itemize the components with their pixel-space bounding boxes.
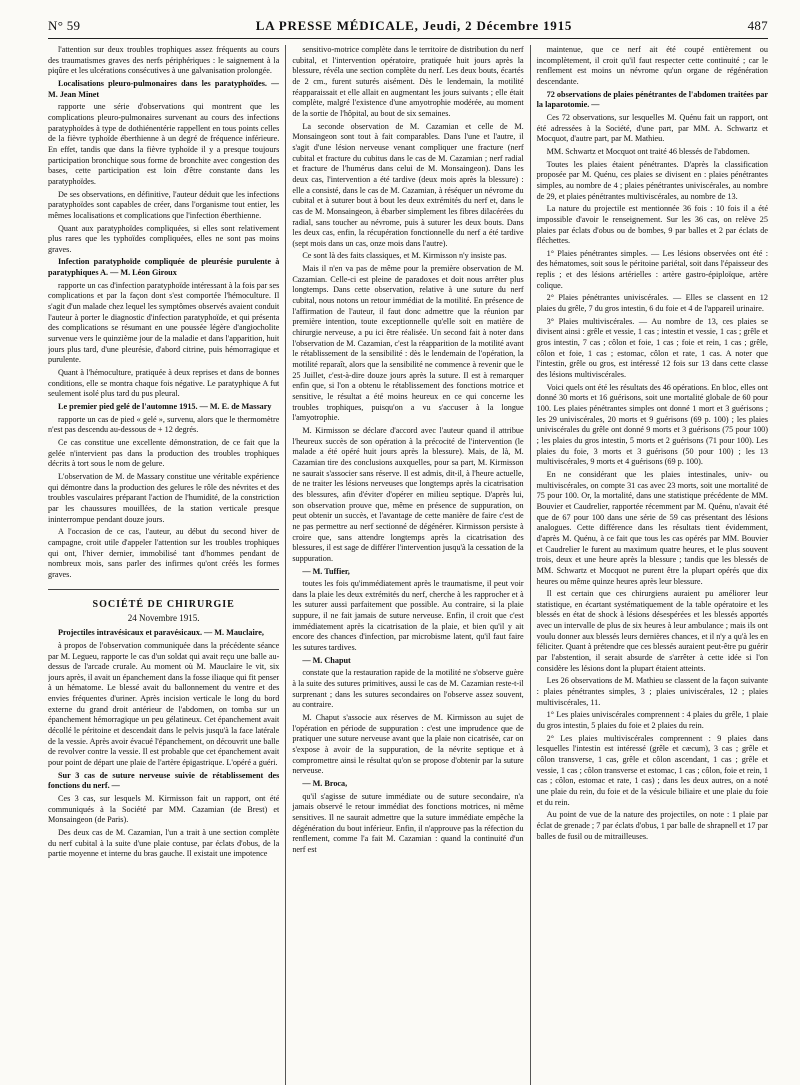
article-heading: Sur 3 cas de suture nerveuse suivie de rétablissement des fonctions du nerf. — [48, 770, 280, 791]
paragraph: rapporte une série d'observations qui montrent que les complications pleuro-pulmonaires survenant au cours des infections paratyphoïdes à type de dothiénentérie rappellent en tous points celles de la fièvre typhoïde éberthienne à un degré de fréquence inférieure. En effet, tandis que dans la fièvre typhoïde il y a presque toujours participation bronchique sous forme de bronchite avec congestion des bases, cette participation est loin d'être constante dans les paratyphoïdes. [48, 102, 280, 186]
paragraph: MM. Schwartz et Mocquot ont traité 46 blessés de l'abdomen. [546, 146, 750, 156]
article-heading: Infection paratyphoïde compliquée de pleurésie purulente à paratyphiques A. — M. Léon Giroux [48, 257, 280, 278]
paragraph: Voici quels ont été les résultats des 46 opérations. En bloc, elles ont donné 30 morts et 16 guérisons, soit une mortalité globale de 60 pour 100. Les plaies pénétrantes simples ont donné 1 mort et 3 guérisons ; les 29 univiscérales, 20 morts et 9 guérisons (69 p. 100) ; les plaies univiscérales du grêle ont donné 9 morts et 3 guérisons (75 pour 100) ; les plaies du gros intestin, 5 morts et 2 guérisons (71 pour 100). Les plaies du foie, 3 morts et 3 guérisons (50 pour 100) ; les 13 multiviscérales, 9 morts et 4 guérisons (69 p. 100). [536, 382, 768, 467]
paragraph: Il est certain que ces chirurgiens auraient pu améliorer leur statistique, en écartant systématiquement de la table opératoire et les blessés en état de shock à lésions désespérées et les blessés apportés avec un intervalle de plus de six heures à leur ambulance ; mais ils ont voulu donner aux blessés leurs dernières chances, et il n'y a qu'à les en féliciter. Quant à prétendre que ces blessés auraient peut-être pu guérir par l'abstention, il serait absurde de s'arrêter à cette idée si l'on considère les lésions dont la plupart étaient atteints. [536, 589, 768, 673]
column-1 [48, 45, 279, 1085]
paragraph: 2° Les plaies multiviscérales comprennent : 9 plaies dans lesquelles l'intestin est intéressé (grêle et cæcum), 3 cas ; grêle et côlon transverse, 1 cas, grêle et côlon ascendant, 1 cas ; grêle et vessie, 1 cas ; côlon transverse et estomac, 1 cas ; côlon, foie et rein, 1 cas ; côlon, estomac et rate, 1 cas) ; dans les deux autres, on a noté une plaie du rein, du foie et de la vésicule biliaire et une plaie du foie et du rein. [536, 733, 768, 807]
paragraph: Quant aux paratyphoïdes compliquées, si elles sont relativement plus rares que les typhoïdes compliquées, elles ne sont pas moins graves. [48, 223, 280, 254]
speaker-heading: — M. Chaput [302, 655, 351, 665]
paragraph: l'attention sur deux troubles trophiques assez fréquents au cours des traumatismes graves des nerfs périphériques : le saignement à la piqûre et les ulcérations consécutives à une galvanisation prolongée. [48, 45, 280, 76]
paragraph: Mais il n'en va pas de même pour la première observation de M. Cazamian. Celle-ci est pleine de paradoxes et doit nous arrêter plus longtemps. Dans cette observation, relative à une suture du nerf cubital, nous notons un retour immédiat de la motilité. En présence de l'affirmation de l'auteur, il faut donc admettre que la réunion par première intention, toute exceptionnelle qu'elle soit en matière de chirurgie nerveuse, a pu ici être réalisée. Un second fait à noter dans l'observation de M. Cazamian, c'est la réapparition de la motilité avant le rétablissement de la sensibilité : dès le lendemain de l'opération, la motilité reparaît, alors que la sensibilité ne commence à revenir que le 25 Juillet, c'est-à-dire douze jours après la suture. Il est à remarquer enfin que, si l'on a obtenu le rétablissement des fonctions motrice et sensitive, le résultat a été moins heureux en ce qui concerne les troubles trophiques, puisqu'on a vu s'accuser à la longue l'amyotrophie. [292, 264, 524, 423]
article-heading: Le premier pied gelé de l'automne 1915. — M. E. de Massary [58, 402, 272, 411]
paragraph: à propos de l'observation communiquée dans la précédente séance par M. Legueu, rapporte le cas d'un soldat qui avait reçu une balle au-dessus de l'arcade crurale. Au moment où M. Mauclaire le vit, six jours après, il avait un épanchement dans la fosse iliaque qui fit penser à un hématome. Le blessé avait du ballonnement du ventre et des envies fréquentes d'uriner. Après incision verticale le long du bord externe du grand droit antérieur de l'abdomen, on tomba sur un épanchement hémorragique un peu gélatineux. Cet épanchement avait décollé le péritoine et descendait dans le pelvis jusqu'à la face latérale de la vessie. Après avoir évacué l'épanchement, on découvrit une balle de revolver contre la vessie. Il est probable que cet épanchement avait pour point de départ une plaie de l'artère épigastrique. L'opéré a guéri. [48, 640, 280, 768]
paragraph: constate que la restauration rapide de la motilité ne s'observe guère à la suite des sutures primitives, aussi le cas de M. Cazamian reste-t-il surprenant ; dans les sutures secondaires on l'observe assez souvent, au contraire. [292, 668, 524, 710]
paragraph: L'observation de M. de Massary constitue une véritable expérience qui démontre dans la production des gelures le rôle des névrites et des troubles vasculaires préparant l'action de l'humidité, de la constriction par les chaussures mouillées, de la station verticale presque ininterrompue pendant douze jours. [48, 471, 280, 524]
section-title: SOCIÉTÉ DE CHIRURGIE [48, 589, 279, 611]
paragraph: M. Kirmisson se déclare d'accord avec l'auteur quand il attribue l'heureux succès de son opération à la précocité de l'intervention (le malade a été opéré huit jours après la blessure). Mais, de là, M. Cazamian tire des conclusions auxquelles, pour sa part, M. Kirmisson ne saurait s'associer sans réserve. Il est admis, dit-il, à l'heure actuelle, de ne traiter les lésions nerveuses que longtemps après la cicatrisation des blessures, afin d'éviter d'opérer en milieu septique. D'après lui, son observation prouve que, même en présence de suppuration, on peut obtenir un succès, et l'avantage de cette manière de faire c'est de ne pas permettre au nerf sectionné de dégénérer. Kirmisson persiste à croire que, sans attendre longtemps après la cicatrisation des blessures, il est sage de différer l'intervention jusqu'à la cessation de la suppuration. [292, 425, 524, 563]
paragraph: maintenue, que ce nerf ait été coupé entièrement ou incomplètement, il croit qu'il faut respecter cette continuité ; car le renflement est moins un névrome qu'un organe de régénération descendante. [536, 45, 768, 86]
paragraph: A l'occasion de ce cas, l'auteur, au début du second hiver de campagne, croit utile d'appeler l'attention sur les troubles trophiques qui ont, l'hiver dernier, immobilisé tant d'hommes pendant de nombreux mois, sans parler des infirmes qu'ont créés les formes graves. [48, 527, 280, 579]
paragraph: sensitivo-motrice complète dans le territoire de distribution du nerf cubital, et l'intervention opératoire, pratiquée huit jours après la blessure, révéla une section complète du nerf. Les deux bouts, écartés de 2 cm., furent suturés aisément. Dès le lendemain, la motilité réapparaissait et elle allait en augmentant les jours suivants ; elle était complète, malgré l'existence d'une amyotrophie modérée, au moment de la sortie de l'hôpital, au bout de six semaines. [292, 45, 524, 118]
paragraph: Toutes les plaies étaient pénétrantes. D'après la classification proposée par M. Quénu, ces plaies se divisent en : plaies pénétrantes simples, au nombre de 4 ; plaies pénétrantes univiscérales, au nombre de 29, et plaies pénétrantes multiviscérales, au nombre de 13. [536, 159, 768, 201]
paragraph: Quant à l'hémoculture, pratiquée à deux reprises et dans de bonnes conditions, elle se montra chaque fois négative. Le paratyphique A fut seulement isolé plus tard du pus pleural. [48, 368, 280, 399]
issue-number: N° 59 [48, 18, 81, 33]
paragraph: qu'il s'agisse de suture immédiate ou de suture secondaire, n'a jamais observé le retour immédiat des fonctions motrices, ni même sensitives. Il ne saurait admettre que la suture immédiate empêche la dégénération du bout inférieur. Enfin, il n'approuve pas la réfection du renflement, comme l'a fait M. Cazamian : quand la continuité d'un nerf est [292, 791, 524, 854]
column-2 [285, 45, 523, 1085]
paragraph: La nature du projectile est mentionnée 36 fois : 10 fois il a été impossible d'avoir le renseignement. Sur les 36 cas, on relève 25 plaies par éclats d'obus ou de bombes, 9 par balles et 2 par éclats de fléchettes. [536, 204, 768, 246]
paragraph: Les 26 observations de M. Mathieu se classent de la façon suivante : plaies pénétrantes simples, 3 ; plaies univiscérales, 12 ; plaies multiviscérales, 11. [536, 676, 768, 707]
paragraph: Ces 72 observations, sur lesquelles M. Quénu fait un rapport, ont été adressées à la Société, d'une part, par MM. A. Schwartz et Mocquot, d'autre part, par M. Mathieu. [536, 112, 768, 144]
column-3 [530, 45, 768, 1085]
page-header [48, 18, 768, 39]
paragraph: Ce sont là des faits classiques, et M. Kirmisson n'y insiste pas. [302, 251, 507, 261]
paragraph: En ne considérant que les plaies intestinales, univ- ou multiviscérales, on compte 31 cas avec 23 morts, soit une mortalité de 75 pour 100. Or, la mortalité, dans une statistique précédente de MM. Bouvier et Caudrelier, rapportée récemment par M. Quénu, n'avait été que de 67 pour 100 dans une série de 59 cas présentant des lésions analogues. Cette différence dans les résultats tient évidemment, d'après M. Quénu, à ce fait que tous les cas opérés par MM. Bouvier et Caudrelier le furent au maximum quatre heures, et le plus souvent trois, deux et une heure après la blessure ; tandis que les blessés de MM. Schwartz et Mocquot ne purent être la plupart opérés que dix heures ou même quinze heures après leur blessure. [536, 469, 768, 586]
article-heading: 72 observations de plaies pénétrantes de l'abdomen traitées par la laparotomie. — [536, 89, 768, 110]
masthead-title: LA PRESSE MÉDICALE, Jeudi, 2 Décembre 1915 [255, 18, 573, 33]
paragraph: Ces 3 cas, sur lesquels M. Kirmisson fait un rapport, ont été communiqués à la Société par MM. Cazamian (de Brest) et Monsaingeon (de Paris). [48, 794, 280, 825]
article-heading: Localisations pleuro-pulmonaires dans les paratyphoïdes. — M. Jean Minet [48, 78, 280, 99]
article-heading: Projectiles intravésicaux et paravésicaux. — M. Mauclaire, [58, 628, 264, 638]
paragraph: rapporte un cas de pied « gelé », survenu, alors que le thermomètre n'est pas descendu au-dessous de + 12 degrés. [48, 414, 280, 435]
paragraph: Ce cas constitue une excellente démonstration, de ce fait que la gelée n'intervient pas dans la production des troubles trophiques décrits à tort sous le nom de gelure. [48, 437, 280, 469]
paragraph: 2° Plaies pénétrantes univiscérales. — Elles se classent en 12 plaies du grêle, 7 du gros intestin, 6 du foie et 4 de l'appareil urinaire. [536, 293, 768, 314]
speaker-heading: — M. Tuffier, [302, 566, 350, 576]
paragraph: Au point de vue de la nature des projectiles, on note : 1 plaie par éclat de grenade ; 7 par éclats d'obus, 1 par balle de shrapnell et 17 par balles de fusil ou de mitrailleuses. [536, 810, 768, 841]
paragraph: rapporte un cas d'infection paratyphoïde intéressant à la fois par ses complications et par la façon dont s'est comportée l'hémoculture. Il s'agit d'un malade chez lequel les symptômes observés avaient conduit l'auteur à porter le diagnostic d'infection paratyphoïde, et qui présenta des complications se résumant en une poussée légère d'angiocholite survenue vers le quinzième jour de la maladie et dans l'apparition, huit jours plus tard, d'une pleurésie, d'abord citrine, puis hémorragique et purulente. [48, 280, 280, 365]
paragraph: La seconde observation de M. Cazamian et celle de M. Monsaingeon sont tout à fait comparables. Dans l'une et l'autre, il s'agit d'une lésion nerveuse venant compliquer une fracture (nerf cubital et fracture du cubitus dans le cas de M. Cazamian ; nerf radial et fracture de l'humérus dans celui de M. Monsaingeon). Dans les deux cas, l'intervention a été tardive (deux mois après la blessure) : elle a consisté, dans le cas de M. Cazamian, à réséquer un névrome du cubital et à suturer bout à bout les deux extrémités du nerf et, dans le cas de M. Monsaingeon, à ébarber simplement les fibres dilacérées du radial, sans toucher au névrome, puis à suturer les deux bouts. Dans les deux cas, enfin, la récupération fonctionnelle du nerf a été tardive (sept mois dans un cas, onze mois dans l'autre). [292, 121, 524, 248]
speaker-heading: — M. Broca, [302, 778, 348, 788]
paragraph: toutes les fois qu'immédiatement après le traumatisme, il peut voir dans la plaie les deux extrémités du nerf, cherche à les rapprocher et à les suturer aussi parfaitement que possible. Au contraire, si la plaie suppure, il ne fait jamais de suture nerveuse. Enfin, il croit que c'est immédiatement après la cicatrisation de la plaie, et bien qu'il y ait encore des chances d'infection, par microbisme latent, qu'il faut faire les sutures tardives. [292, 579, 524, 653]
paragraph: 1° Plaies pénétrantes simples. — Les lésions observées ont été : des hématomes, soit sous le péritoine pariétal, soit dans l'épaisseur des replis ; et des lésions artérielles : artère gastro-épiploïque, artère colique. [536, 248, 768, 290]
paragraph: 1° Les plaies univiscérales comprennent : 4 plaies du grêle, 1 plaie du gros intestin, 5 plaies du foie et 2 plaies du rein. [536, 710, 768, 731]
page-number: 487 [747, 18, 768, 33]
paragraph: M. Chaput s'associe aux réserves de M. Kirmisson au sujet de l'opération en période de suppuration : c'est une imprudence que de pratiquer une suture nerveuse avant que la plaie non cicatrisée, car on s'expose à avoir de la suppuration, de la névrite septique et à compromettre ainsi le résultat qu'on se propose d'obtenir par la suture nerveuse. [292, 713, 524, 776]
paragraph: Des deux cas de M. Cazamian, l'un a trait à une section complète du nerf cubital à la suite d'une plaie contuse, par éclats d'obus, de la partie moyenne et interne du bras gauche. Il existait une impotence [48, 828, 280, 859]
section-date: 24 Novembre 1915. [127, 612, 200, 623]
paragraph: 3° Plaies multiviscérales. — Au nombre de 13, ces plaies se divisent ainsi : grêle et vessie, 1 cas ; intestin et vessie, 1 cas ; grêle et gros intestin, 7 cas ; côlon et foie, 1 cas ; foie et rein, 1 cas ; grêle, côlon et foie, 1 cas ; estomac, côlon et rate, 1 cas. A noter que l'intestin, grêle ou gros, est intéressé 12 fois sur 13 dans cette classe des lésions multiviscérales. [536, 316, 768, 380]
paragraph: De ses observations, en définitive, l'auteur déduit que les infections paratyphoïdes sont capables de créer, dans l'organisme tout entier, les mêmes localisations et complications que l'infection éberthienne. [48, 189, 280, 220]
